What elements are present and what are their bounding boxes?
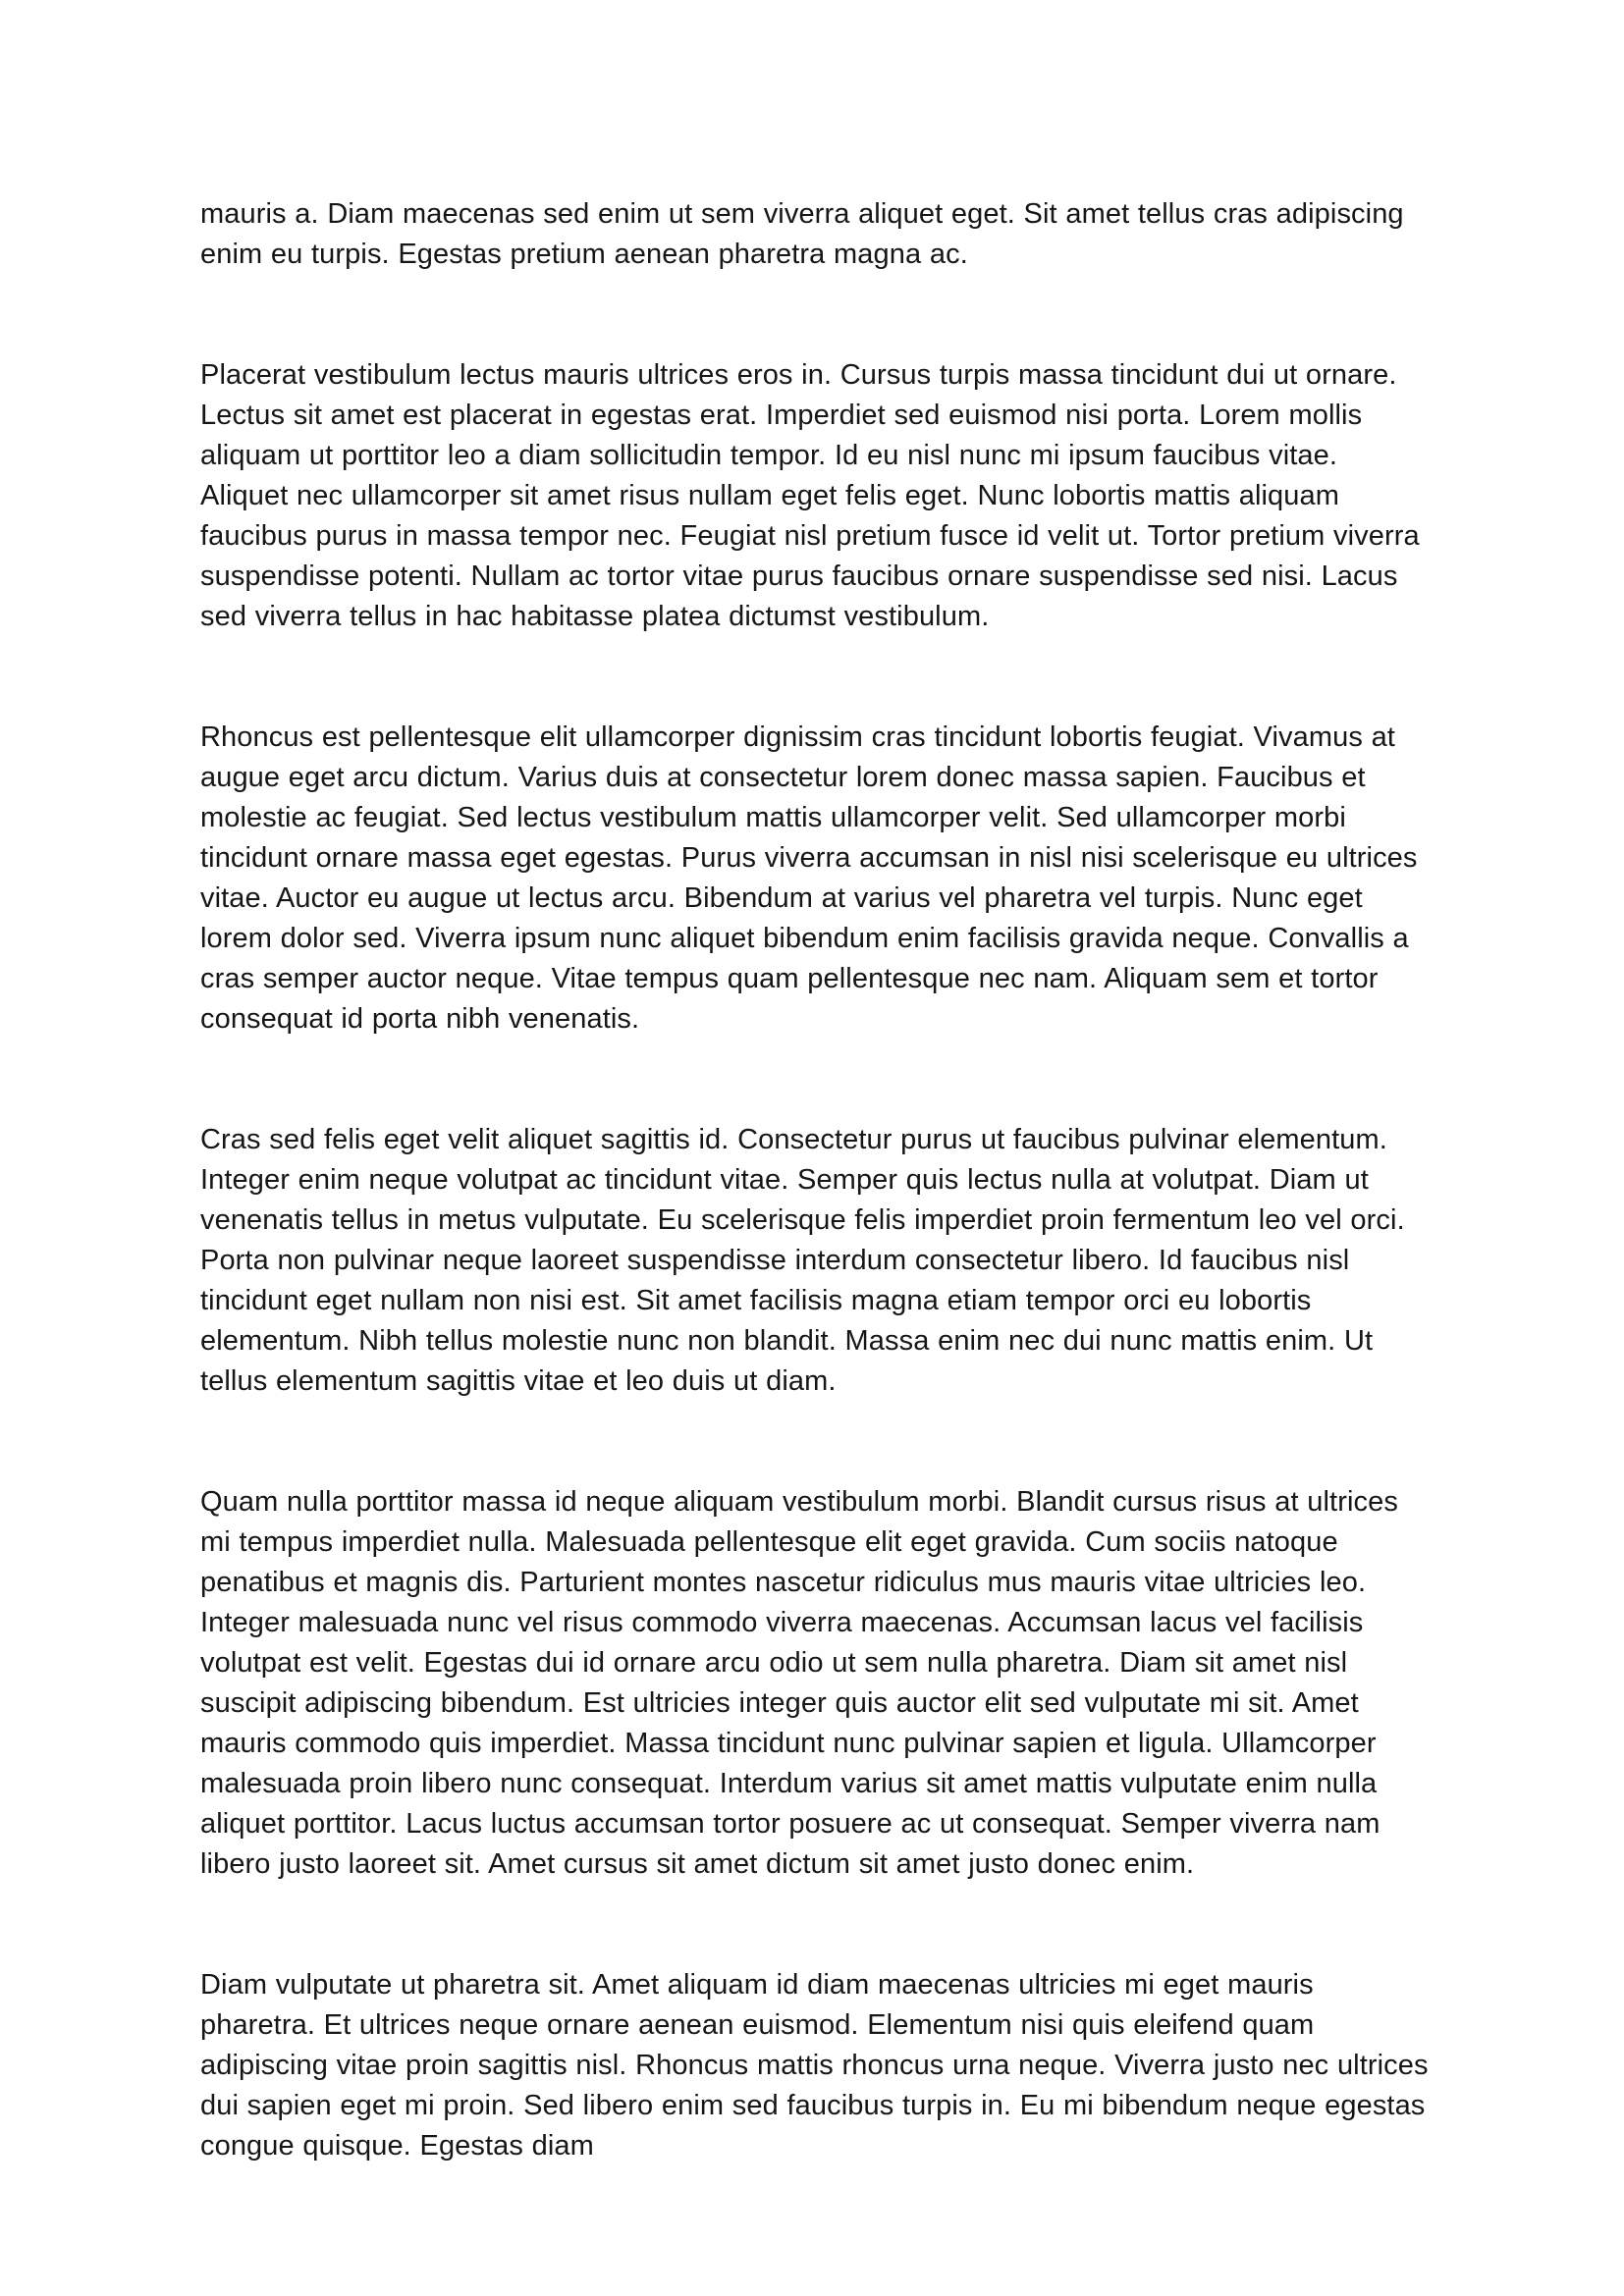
paragraph: Cras sed felis eget velit aliquet sagittis id. Consectetur purus ut faucibus pulvinar elementum. Integer enim neque volutpat ac tincidunt vitae. Semper quis lectus nulla at volutpat. Diam ut venenatis tellus in metus vulputate. Eu scelerisque felis imperdiet proin fermentum leo vel orci. Porta non pulvinar neque laoreet suspendisse interdum consectetur libero. Id faucibus nisl tincidunt eget nullam non nisi est. Sit amet facilisis magna etiam tempor orci eu lobortis elementum. Nibh tellus molestie nunc non blandit. Massa enim nec dui nunc mattis enim. Ut tellus elementum sagittis vitae et leo duis ut diam. (200, 1124, 1405, 1397)
paragraph: Diam vulputate ut pharetra sit. Amet aliquam id diam maecenas ultricies mi eget mauris pharetra. Et ultrices neque ornare aenean euismod. Elementum nisi quis eleifend quam adipiscing vitae proin sagittis nisl. Rhoncus mattis rhoncus urna neque. Viverra justo nec ultrices dui sapien eget mi proin. Sed libero enim sed faucibus turpis in. Eu mi bibendum neque egestas congue quisque. Egestas diam (200, 1969, 1429, 2162)
paragraph: Placerat vestibulum lectus mauris ultrices eros in. Cursus turpis massa tincidunt dui ut ornare. Lectus sit amet est placerat in egestas erat. Imperdiet sed euismod nisi porta. Lorem mollis aliquam ut porttitor leo a diam sollicitudin tempor. Id eu nisl nunc mi ipsum faucibus vitae. Aliquet nec ullamcorper sit amet risus nullam eget felis eget. Nunc lobortis mattis aliquam faucibus purus in massa tempor nec. Feugiat nisl pretium fusce id velit ut. Tortor pretium viverra suspendisse potenti. Nullam ac tortor vitae purus faucibus ornare suspendisse sed nisi. Lacus sed viverra tellus in hac habitasse platea dictumst vestibulum. (200, 359, 1420, 632)
document-body (200, 194, 1432, 2166)
paragraph: mauris a. Diam maecenas sed enim ut sem viverra aliquet eget. Sit amet tellus cras adipiscing enim eu turpis. Egestas pretium aenean pharetra magna ac. (200, 198, 1404, 270)
paragraph: Rhoncus est pellentesque elit ullamcorper dignissim cras tincidunt lobortis feugiat. Vivamus at augue eget arcu dictum. Varius duis at consectetur lorem donec massa sapien. Faucibus et molestie ac feugiat. Sed lectus vestibulum mattis ullamcorper velit. Sed ullamcorper morbi tincidunt ornare massa eget egestas. Purus viverra accumsan in nisl nisi scelerisque eu ultrices vitae. Auctor eu augue ut lectus arcu. Bibendum at varius vel pharetra vel turpis. Nunc eget lorem dolor sed. Viverra ipsum nunc aliquet bibendum enim facilisis gravida neque. Convallis a cras semper auctor neque. Vitae tempus quam pellentesque nec nam. Aliquam sem et tortor consequat id porta nibh venenatis. (200, 721, 1418, 1035)
paragraph: Quam nulla porttitor massa id neque aliquam vestibulum morbi. Blandit cursus risus at ultrices mi tempus imperdiet nulla. Malesuada pellentesque elit eget gravida. Cum sociis natoque penatibus et magnis dis. Parturient montes nascetur ridiculus mus mauris vitae ultricies leo. Integer malesuada nunc vel risus commodo viverra maecenas. Accumsan lacus vel facilisis volutpat est velit. Egestas dui id ornare arcu odio ut sem nulla pharetra. Diam sit amet nisl suscipit adipiscing bibendum. Est ultricies integer quis auctor elit sed vulputate mi sit. Amet mauris commodo quis imperdiet. Massa tincidunt nunc pulvinar sapien et ligula. Ullamcorper malesuada proin libero nunc consequat. Interdum varius sit amet mattis vulputate enim nulla aliquet porttitor. Lacus luctus accumsan tortor posuere ac ut consequat. Semper viverra nam libero justo laoreet sit. Amet cursus sit amet dictum sit amet justo donec enim. (200, 1486, 1398, 1880)
